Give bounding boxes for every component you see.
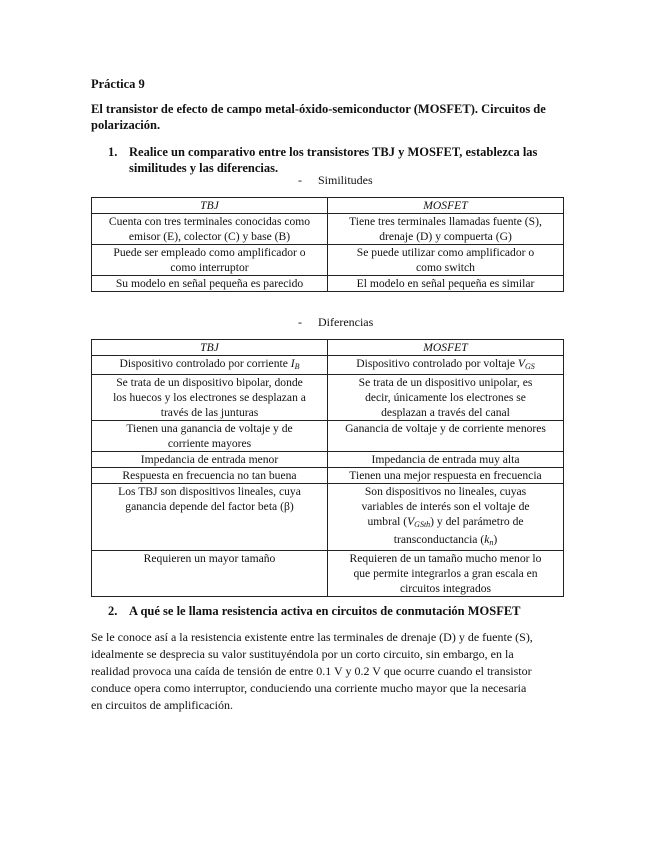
table-header-row [92, 198, 564, 214]
cell-line: Los TBJ son dispositivos lineales, cuya [118, 485, 301, 498]
math-subscript: GSth [414, 520, 431, 529]
bullet-dash: - [298, 173, 302, 187]
cell-line: Respuesta en frecuencia no tan buena [122, 469, 297, 482]
table-row [92, 214, 564, 245]
cell-line: desplazan a través del canal [381, 406, 510, 419]
cell-text: ) y del parámetro de [430, 515, 524, 528]
cell-text: umbral ( [367, 515, 408, 528]
cell-line: como switch [416, 261, 475, 274]
question-1-number: 1. [108, 145, 118, 159]
cell-line: ganancia depende del factor beta (β) [125, 500, 294, 513]
cell-line [331, 514, 560, 532]
tbj-cell [92, 276, 328, 292]
question-1 [108, 144, 558, 176]
cell-line: Requieren un mayor tamaño [143, 552, 276, 565]
practice-subtitle [91, 101, 566, 133]
column-header-mosfet: MOSFET [328, 340, 564, 356]
question-2 [108, 604, 521, 619]
paragraph-line: en circuitos de amplificación. [91, 698, 233, 712]
cell-line: que permite integrarlos a gran escala en [353, 567, 538, 580]
table-row [92, 375, 564, 421]
diferencias-heading [298, 315, 373, 330]
table-row [92, 276, 564, 292]
cell-line: decir, únicamente los electrones se [365, 391, 526, 404]
tbj-cell [92, 421, 328, 452]
question-2-number: 2. [108, 604, 118, 618]
math-subscript: n [489, 538, 494, 547]
mosfet-cell [328, 276, 564, 292]
cell-line: Tienen una ganancia de voltaje y de [126, 422, 293, 435]
cell-text: Dispositivo controlado por corriente [119, 357, 291, 370]
table-row [92, 452, 564, 468]
mosfet-cell [328, 356, 564, 375]
paragraph-line: Se le conoce así a la resistencia existente entre las terminales de drenaje (D) y de fuente (S), [91, 630, 533, 644]
cell-line: los huecos y los electrones se desplazan a [113, 391, 306, 404]
cell-line: circuitos integrados [399, 582, 492, 595]
cell-line: Son dispositivos no lineales, cuyas [364, 485, 527, 498]
cell-line: corriente mayores [167, 437, 252, 450]
paragraph-line: realidad provoca una caída de tensión de entre 0.1 V y 0.2 V que ocurre cuando el transistor [91, 664, 532, 678]
subtitle-line: polarización. [91, 118, 161, 132]
similitudes-table [91, 197, 564, 292]
tbj-cell [92, 551, 328, 597]
tbj-cell [92, 245, 328, 276]
tbj-cell [92, 375, 328, 421]
table-header-row [92, 340, 564, 356]
tbj-cell [92, 214, 328, 245]
mosfet-cell [328, 214, 564, 245]
cell-text: ) [493, 533, 498, 546]
cell-line: Se puede utilizar como amplificador o [356, 246, 535, 259]
tbj-cell [92, 452, 328, 468]
cell-line: Cuenta con tres terminales conocidas como [108, 215, 311, 228]
cell-line: como interruptor [170, 261, 249, 274]
question-1-line: Realice un comparativo entre los transistores TBJ y MOSFET, establezca las [129, 145, 538, 159]
cell-line: drenaje (D) y compuerta (G) [379, 230, 512, 243]
tbj-cell [92, 484, 328, 551]
cell-text: Dispositivo controlado por voltaje [356, 357, 518, 370]
cell-text: transconductancia ( [393, 533, 485, 546]
tbj-cell [92, 468, 328, 484]
math-variable: V [407, 515, 415, 528]
cell-line: Puede ser empleado como amplificador o [113, 246, 306, 259]
paragraph-line: conduce opera como interruptor, conduciendo una corriente mucho mayor que la necesaria [91, 681, 527, 695]
math-subscript: GS [524, 362, 535, 371]
column-header-tbj: TBJ [92, 198, 328, 214]
cell-line: emisor (E), colector (C) y base (B) [128, 230, 291, 243]
cell-line: Tienen una mejor respuesta en frecuencia [349, 469, 542, 482]
diferencias-heading-text: Diferencias [318, 315, 374, 329]
cell-line: variables de interés son el voltaje de [361, 500, 530, 513]
column-header-mosfet: MOSFET [328, 198, 564, 214]
table-row [92, 245, 564, 276]
diferencias-table [91, 339, 564, 597]
question-1-line: similitudes y las diferencias. [129, 161, 279, 175]
similitudes-heading-text: Similitudes [318, 173, 373, 187]
mosfet-cell [328, 375, 564, 421]
cell-line [331, 532, 560, 550]
answer-2-paragraph [91, 629, 561, 714]
subtitle-line: El transistor de efecto de campo metal-óxido-semiconductor (MOSFET). Circuitos de [91, 102, 546, 116]
table-row [92, 421, 564, 452]
mosfet-cell [328, 468, 564, 484]
cell-line: Su modelo en señal pequeña es parecido [115, 277, 304, 290]
table-row [92, 356, 564, 375]
mosfet-cell [328, 245, 564, 276]
cell-line: Tiene tres terminales llamadas fuente (S), [349, 215, 542, 228]
bullet-dash: - [298, 315, 302, 329]
practice-title: Práctica 9 [91, 77, 145, 91]
similitudes-heading [298, 173, 373, 188]
table-row [92, 551, 564, 597]
math-variable: I [290, 357, 295, 370]
mosfet-cell [328, 452, 564, 468]
math-variable: k [484, 533, 490, 546]
table-row [92, 468, 564, 484]
question-2-text: A qué se le llama resistencia activa en circuitos de conmutación MOSFET [129, 604, 521, 618]
cell-line: Impedancia de entrada muy alta [371, 453, 520, 466]
mosfet-cell [328, 551, 564, 597]
tbj-cell [92, 356, 328, 375]
mosfet-cell [328, 421, 564, 452]
paragraph-line: idealmente se desprecia su valor sustituyéndola por un corto circuito, sin embargo, en la [91, 647, 514, 661]
cell-line: Ganancia de voltaje y de corriente menores [345, 422, 546, 435]
cell-line: Impedancia de entrada menor [140, 453, 279, 466]
cell-line: El modelo en señal pequeña es similar [356, 277, 535, 290]
math-variable: V [517, 357, 525, 370]
math-subscript: B [294, 362, 300, 371]
column-header-tbj: TBJ [92, 340, 328, 356]
table-row [92, 484, 564, 551]
cell-line: Se trata de un dispositivo bipolar, donde [116, 376, 303, 389]
cell-line: Requieren de un tamaño mucho menor lo [349, 552, 542, 565]
cell-line: Se trata de un dispositivo unipolar, es [358, 376, 533, 389]
cell-line: través de las junturas [160, 406, 259, 419]
mosfet-cell [328, 484, 564, 551]
